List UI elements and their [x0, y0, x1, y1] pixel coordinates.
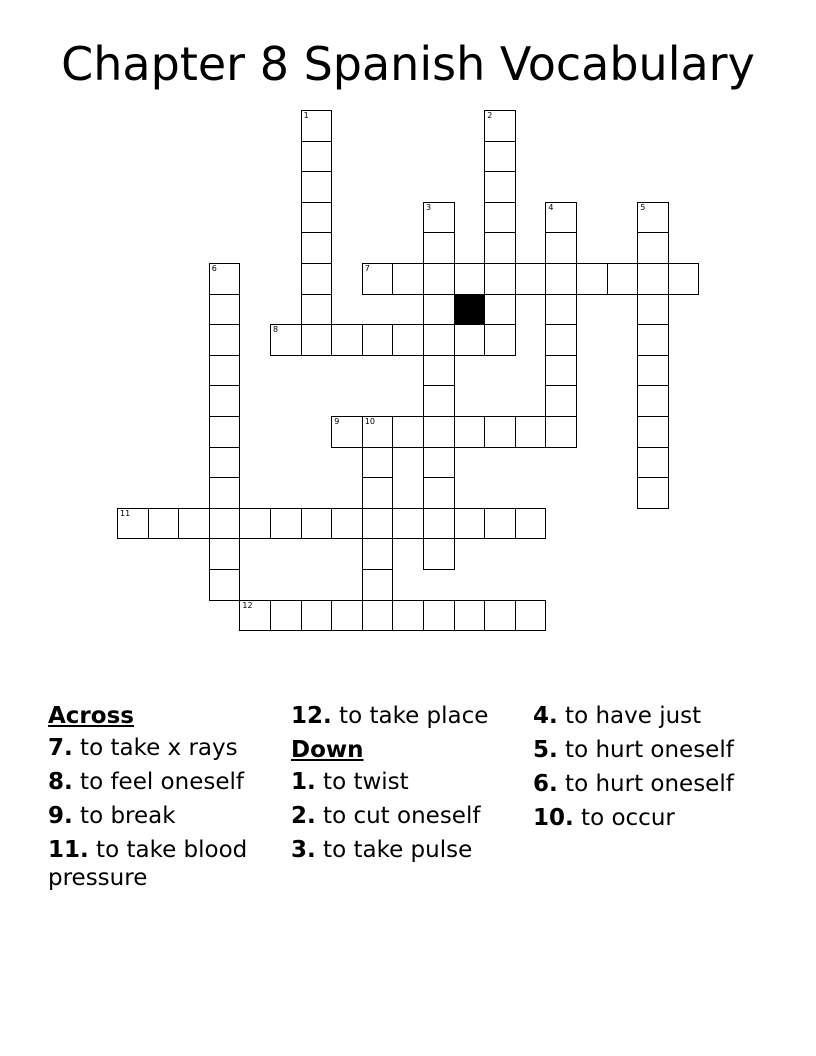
clue-text: to occur	[573, 805, 675, 831]
clue-text: to hurt oneself	[557, 737, 734, 763]
clue-text: to have just	[557, 703, 702, 729]
crossword-cell[interactable]	[239, 508, 271, 540]
crossword-cell[interactable]	[178, 508, 210, 540]
crossword-cell[interactable]	[515, 508, 547, 540]
crossword-cell[interactable]	[392, 263, 424, 295]
crossword-cell[interactable]	[515, 600, 547, 632]
crossword-cell[interactable]	[576, 263, 608, 295]
crossword-cell[interactable]	[454, 508, 486, 540]
crossword-cell[interactable]	[637, 477, 669, 509]
crossword-cell[interactable]	[239, 600, 271, 632]
clue-column-2	[291, 702, 521, 870]
crossword-cell[interactable]	[209, 294, 241, 326]
crossword-cell[interactable]	[331, 416, 363, 448]
crossword-cell[interactable]	[423, 324, 455, 356]
crossword-cell[interactable]	[515, 416, 547, 448]
crossword-cell[interactable]	[484, 508, 516, 540]
crossword-cell[interactable]	[607, 263, 639, 295]
crossword-cell[interactable]	[209, 508, 241, 540]
clue-item	[533, 804, 763, 832]
crossword-cell[interactable]	[301, 232, 333, 264]
clue-item	[533, 702, 763, 730]
clue-number: 4	[548, 202, 554, 212]
clue-number: 1	[303, 111, 309, 120]
crossword-cell[interactable]	[392, 508, 424, 540]
crossword-cell[interactable]	[209, 538, 241, 570]
crossword-cell[interactable]	[454, 600, 486, 632]
crossword-cell[interactable]	[209, 447, 241, 479]
crossword-cell[interactable]	[545, 324, 577, 356]
clue-text: to take place	[331, 703, 489, 729]
crossword-cell[interactable]	[362, 447, 394, 479]
crossword-cell[interactable]	[301, 110, 333, 142]
crossword-cell[interactable]	[423, 416, 455, 448]
crossword-cell[interactable]	[209, 569, 241, 601]
crossword-cell[interactable]	[209, 324, 241, 356]
crossword-cell[interactable]	[362, 263, 394, 295]
clue-number: 5.	[533, 737, 558, 763]
crossword-cell[interactable]	[484, 600, 516, 632]
clue-number: 7.	[48, 735, 73, 761]
clue-number: 6	[211, 264, 217, 273]
clue-text: to hurt oneself	[557, 771, 734, 797]
crossword-cell[interactable]	[423, 294, 455, 326]
crossword-cell[interactable]	[148, 508, 180, 540]
clue-item	[291, 768, 521, 796]
crossword-cell[interactable]	[117, 508, 149, 540]
clue-number: 8	[273, 325, 279, 335]
crossword-cell[interactable]	[484, 324, 516, 356]
clue-text: to take x rays	[72, 735, 238, 761]
crossword-cell[interactable]	[301, 141, 333, 173]
crossword-cell[interactable]	[423, 355, 455, 387]
crossword-cell[interactable]	[423, 538, 455, 570]
clue-heading-across: Across	[48, 703, 134, 729]
crossword-cell[interactable]	[392, 324, 424, 356]
crossword-cell[interactable]	[362, 508, 394, 540]
clue-heading-down: Down	[291, 737, 364, 763]
crossword-cell[interactable]	[484, 263, 516, 295]
crossword-cell[interactable]	[423, 263, 455, 295]
clue-number: 12	[242, 600, 253, 610]
clue-number: 6.	[533, 771, 558, 797]
crossword-cell[interactable]	[637, 355, 669, 387]
crossword-cell[interactable]	[637, 232, 669, 264]
crossword-cell[interactable]	[637, 447, 669, 479]
crossword-cell[interactable]	[301, 508, 333, 540]
crossword-cell[interactable]	[484, 141, 516, 173]
clue-item	[533, 770, 763, 798]
crossword-cell[interactable]	[454, 263, 486, 295]
crossword-cell[interactable]	[454, 416, 486, 448]
clue-column-3	[533, 702, 763, 838]
crossword-cell[interactable]	[637, 385, 669, 417]
crossword-cell[interactable]	[668, 263, 700, 295]
crossword-cell[interactable]	[545, 416, 577, 448]
clue-number: 8.	[48, 769, 73, 795]
crossword-cell[interactable]	[209, 477, 241, 509]
clue-item	[291, 836, 521, 864]
crossword-cell[interactable]	[362, 416, 394, 448]
crossword-cell[interactable]	[423, 385, 455, 417]
crossword-cell[interactable]	[545, 355, 577, 387]
clue-item	[291, 702, 521, 730]
crossword-cell[interactable]	[392, 416, 424, 448]
crossword-cell[interactable]	[637, 294, 669, 326]
clue-number: 10.	[533, 805, 574, 831]
crossword-cell[interactable]	[484, 232, 516, 264]
clue-text: to take blood pressure	[48, 837, 248, 891]
clue-item	[48, 802, 278, 830]
crossword-cell[interactable]	[484, 171, 516, 203]
crossword-cell[interactable]	[545, 202, 577, 234]
crossword-cell[interactable]	[545, 385, 577, 417]
crossword-cell[interactable]	[545, 263, 577, 295]
clue-number: 11	[120, 508, 131, 518]
clue-number: 12.	[291, 703, 332, 729]
clue-item	[48, 768, 278, 796]
crossword-cell[interactable]	[515, 263, 547, 295]
crossword-cell[interactable]	[301, 324, 333, 356]
crossword-cell[interactable]	[454, 324, 486, 356]
clue-number: 3	[426, 202, 432, 212]
clue-item	[48, 836, 278, 892]
clue-text: to break	[72, 803, 176, 829]
clue-text: to take pulse	[315, 837, 473, 863]
crossword-cell[interactable]	[423, 202, 455, 234]
crossword-cell[interactable]	[484, 416, 516, 448]
crossword-cell[interactable]	[362, 538, 394, 570]
clue-item	[48, 734, 278, 762]
crossword-cell[interactable]	[331, 600, 363, 632]
crossword-cell[interactable]	[270, 324, 302, 356]
crossword-cell[interactable]	[270, 600, 302, 632]
crossword-cell[interactable]	[362, 569, 394, 601]
clue-number: 5	[640, 202, 646, 212]
crossword-cell[interactable]	[362, 324, 394, 356]
clue-item	[291, 802, 521, 830]
crossword-block-cell	[454, 294, 486, 326]
page-title: Chapter 8 Spanish Vocabulary	[61, 37, 755, 91]
crossword-cell[interactable]	[209, 416, 241, 448]
crossword-cell[interactable]	[331, 324, 363, 356]
clue-number: 3.	[291, 837, 316, 863]
crossword-cell[interactable]	[637, 202, 669, 234]
clue-item	[533, 736, 763, 764]
crossword-cell[interactable]	[637, 324, 669, 356]
clue-text: to cut oneself	[315, 803, 481, 829]
clue-number: 7	[364, 264, 370, 273]
crossword-cell[interactable]	[423, 447, 455, 479]
clue-number: 2	[487, 111, 493, 120]
crossword-cell[interactable]	[301, 171, 333, 203]
crossword-cell[interactable]	[301, 294, 333, 326]
clue-column-1	[48, 702, 278, 898]
crossword-cell[interactable]	[484, 202, 516, 234]
crossword-cell[interactable]	[362, 477, 394, 509]
crossword-cell[interactable]	[301, 263, 333, 295]
clue-number: 1.	[291, 769, 316, 795]
crossword-cell[interactable]	[423, 508, 455, 540]
crossword-cell[interactable]	[423, 477, 455, 509]
clue-number: 9.	[48, 803, 73, 829]
clue-text: to twist	[315, 769, 409, 795]
crossword-cell[interactable]	[423, 232, 455, 264]
crossword-cell[interactable]	[423, 600, 455, 632]
crossword-cell[interactable]	[392, 600, 424, 632]
crossword-cell[interactable]	[209, 355, 241, 387]
crossword-cell[interactable]	[270, 508, 302, 540]
clue-number: 10	[364, 417, 375, 426]
crossword-cell[interactable]	[545, 294, 577, 326]
crossword-cell[interactable]	[637, 416, 669, 448]
crossword-cell[interactable]	[331, 508, 363, 540]
clue-number: 2.	[291, 803, 316, 829]
clue-number: 9	[334, 417, 340, 426]
crossword-cell[interactable]	[301, 600, 333, 632]
crossword-cell[interactable]	[209, 385, 241, 417]
crossword-cell[interactable]	[545, 232, 577, 264]
clue-text: to feel oneself	[72, 769, 244, 795]
crossword-cell[interactable]	[362, 600, 394, 632]
clue-number: 4.	[533, 703, 558, 729]
clue-number: 11.	[48, 837, 89, 863]
crossword-cell[interactable]	[301, 202, 333, 234]
crossword-cell[interactable]	[209, 263, 241, 295]
crossword-cell[interactable]	[637, 263, 669, 295]
crossword-cell[interactable]	[484, 294, 516, 326]
crossword-cell[interactable]	[484, 110, 516, 142]
